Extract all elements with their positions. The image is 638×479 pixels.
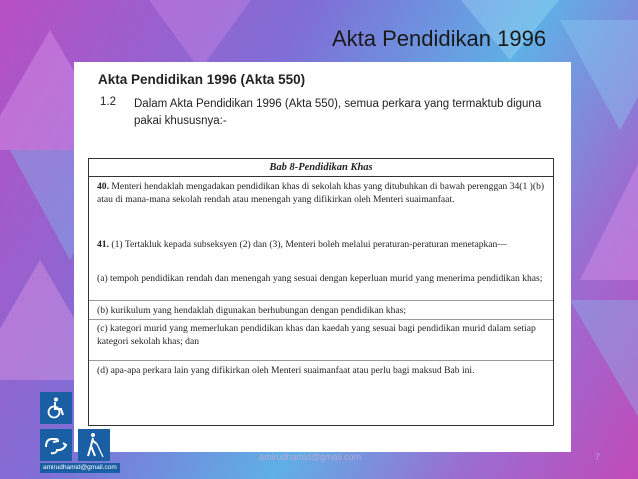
section-40 — [97, 181, 547, 206]
section-41 — [97, 239, 547, 252]
section-41-number: 41. — [97, 239, 109, 250]
clause-divider — [89, 300, 553, 301]
law-excerpt-box — [88, 158, 554, 426]
section-40-number: 40. — [97, 181, 109, 192]
document-heading: Akta Pendidikan 1996 (Akta 550) — [98, 72, 306, 87]
section-40-text: Menteri hendaklah mengadakan pendidikan khas di sekolah khas yang ditubuhkan di bawah perenggan 34(1 )(b) atau di mana-mana sekolah rendah atau menengah yang difikirkan oleh Menteri suaimanfaat. — [97, 181, 545, 205]
decor-triangle — [580, 160, 638, 280]
page-number: 7 — [595, 452, 601, 462]
item-text: Dalam Akta Pendidikan 1996 (Akta 550), semua perkara yang termaktub diguna pakai khususnya:- — [134, 98, 542, 127]
blind-person-icon — [78, 429, 110, 461]
logo-caption: amirudhamid@gmail.com — [40, 463, 120, 473]
clause-d: (d) apa-apa perkara lain yang difikirkan oleh Menteri suaimanfaat atau perlu bagi maksud Bab ini. — [97, 365, 475, 376]
footer-email: amirudhamid@gmail.com — [259, 452, 362, 462]
clause-divider — [89, 360, 553, 361]
clause-c: (c) kategori murid yang memerlukan pendidikan khas dan kaedah yang sesuai bagi pendidikan murid dalam setiap kategori sekolah khas; dan — [97, 323, 536, 347]
slide-title: Akta Pendidikan 1996 — [332, 26, 547, 51]
decor-triangle — [120, 0, 280, 70]
section-41-text: (1) Tertakluk kepada subseksyen (2) dan (3), Menteri boleh melalui peraturan-peraturan menetapkan— — [111, 239, 507, 250]
wheelchair-icon — [40, 392, 72, 424]
law-box-title: Bab 8-Pendidikan Khas — [89, 159, 553, 177]
clause-b: (b) kurikulum yang hendaklah digunakan berhubungan dengan pendidikan khas; — [97, 305, 407, 316]
clause-a: (a) tempoh pendidikan rendah dan menengah yang sesuai dengan keperluan murid yang menerima pendidikan khas; — [97, 273, 543, 284]
decor-triangle — [570, 300, 638, 420]
item-number: 1.2 — [100, 96, 116, 108]
clause-divider — [89, 319, 553, 320]
sign-language-icon — [40, 429, 72, 461]
